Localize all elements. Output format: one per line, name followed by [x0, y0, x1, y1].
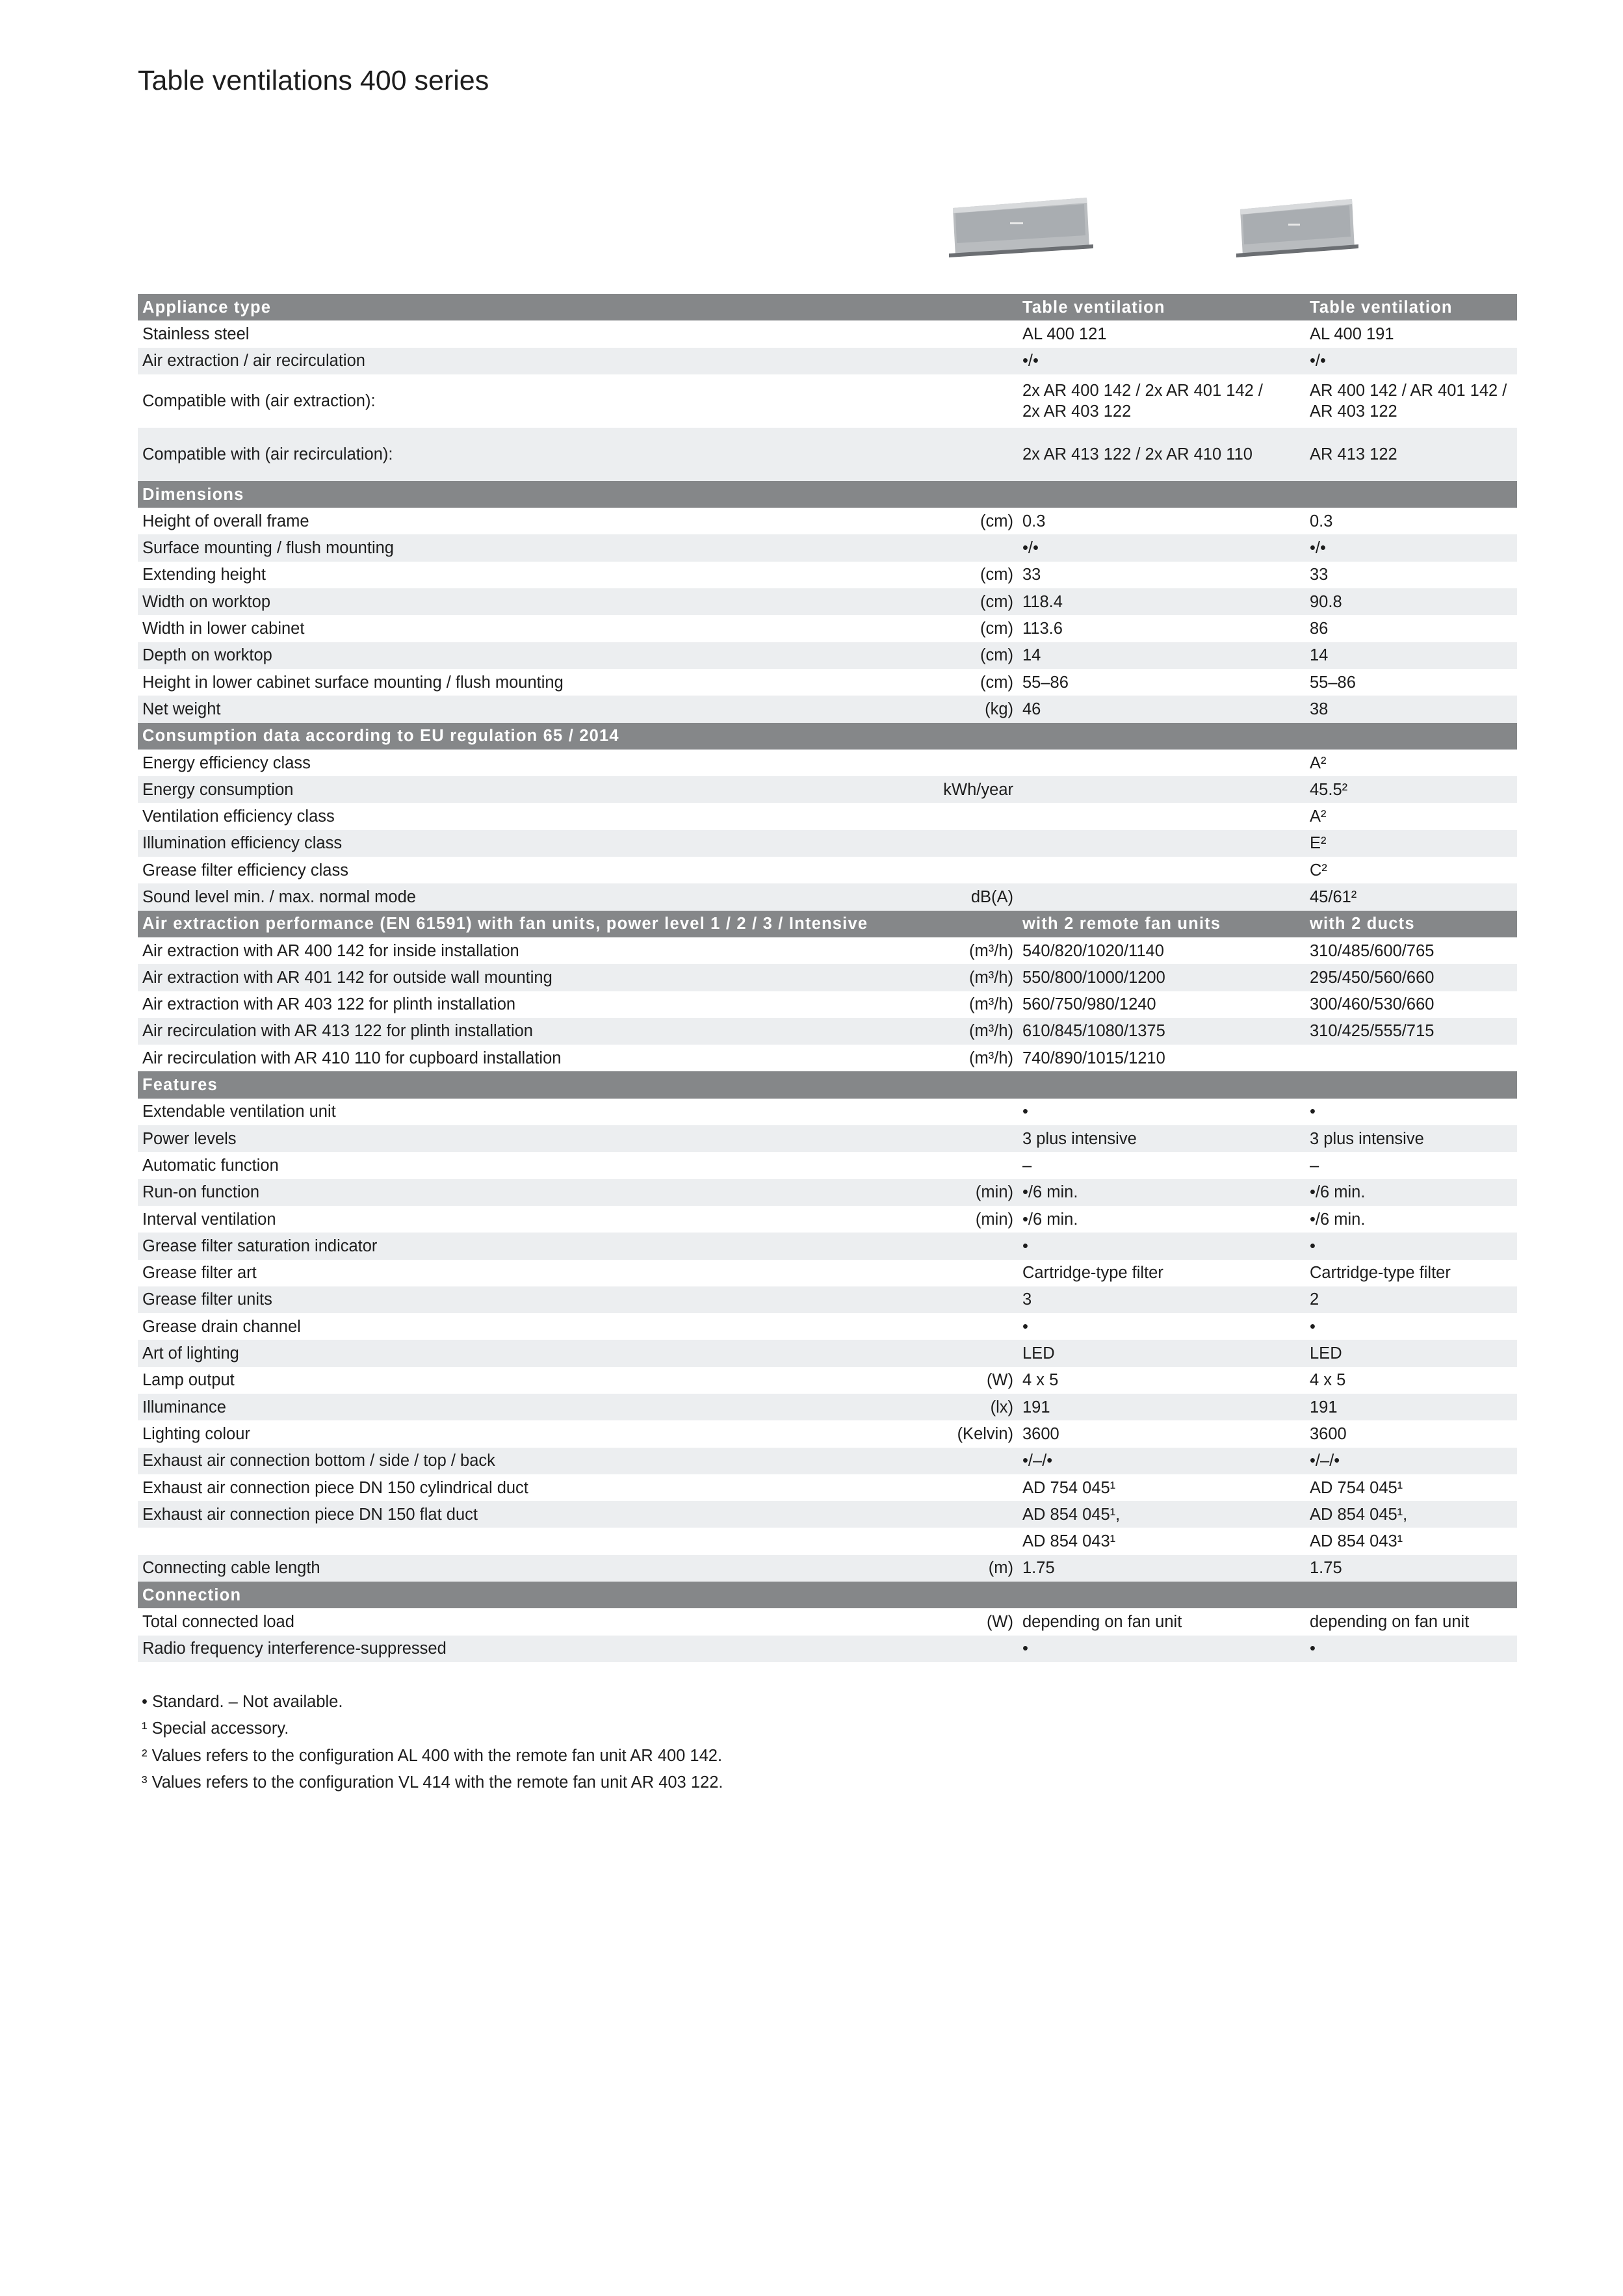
spec-value-2: 33: [1310, 566, 1329, 584]
spec-value-1: •/6 min.: [1020, 1179, 1308, 1206]
section-column-2-label: [1308, 1582, 1517, 1608]
spec-value-1: 610/845/1080/1375: [1020, 1018, 1308, 1045]
spec-value-1: •/•: [1020, 534, 1308, 561]
spec-value-2: AR 413 122: [1308, 428, 1517, 481]
section-column-1-label: Table ventilation: [1020, 294, 1308, 320]
spec-value-1: •/–/•: [1020, 1448, 1308, 1474]
spec-value-1: 740/890/1015/1210: [1022, 1049, 1165, 1067]
spec-unit: (lx): [871, 1394, 1020, 1420]
spec-value-1: 0.3: [1022, 512, 1046, 530]
spec-unit: [871, 1286, 1020, 1313]
spec-value-2: Cartridge-type filter: [1310, 1264, 1451, 1283]
spec-value-2: 45/61²: [1308, 883, 1517, 910]
page-title: Table ventilations 400 series: [138, 65, 489, 96]
section-column-1-label: [1020, 1582, 1308, 1608]
spec-row: [138, 428, 1517, 481]
spec-row: [138, 508, 1517, 534]
spec-value-2: •: [1308, 1233, 1517, 1259]
spec-unit: (m³/h): [871, 964, 1020, 991]
spec-unit: (m): [871, 1555, 1020, 1582]
spec-value-2: •/–/•: [1308, 1448, 1517, 1474]
spec-label: Exhaust air connection bottom / side / top / back: [138, 1448, 871, 1474]
spec-value-2: 14: [1308, 642, 1517, 669]
spec-label: Grease filter saturation indicator: [138, 1233, 871, 1259]
spec-unit: [871, 534, 1020, 561]
spec-label: Interval ventilation: [142, 1210, 276, 1229]
spec-value-2: 3 plus intensive: [1308, 1125, 1517, 1152]
spec-unit: (cm): [871, 588, 1020, 615]
spec-unit: [871, 1125, 1020, 1152]
spec-value-1: [1020, 750, 1308, 776]
spec-unit: [871, 1636, 1020, 1662]
spec-row: [138, 750, 1517, 776]
spec-unit: [871, 803, 1020, 829]
spec-label: Net weight: [138, 696, 871, 722]
spec-row: [138, 1340, 1517, 1366]
spec-value-1: •: [1020, 1233, 1308, 1259]
footnote: ² Values refers to the configuration AL 400 with the remote fan unit AR 400 142.: [142, 1746, 723, 1765]
spec-label: Sound level min. / max. normal mode: [138, 883, 871, 910]
spec-value-2: C²: [1310, 861, 1327, 880]
spec-label: Air extraction with AR 401 142 for outside wall mounting: [138, 964, 871, 991]
spec-row: [138, 1608, 1517, 1635]
spec-unit: (m³/h): [969, 941, 1013, 960]
spec-row: [138, 1367, 1517, 1394]
spec-value-2: 310/425/555/715: [1308, 1018, 1517, 1045]
spec-label: [138, 1528, 871, 1554]
spec-label: Lighting colour: [142, 1424, 250, 1443]
spec-value-1: depending on fan unit: [1022, 1613, 1182, 1631]
spec-value-2: 55–86: [1310, 673, 1356, 692]
spec-label: Air extraction / air recirculation: [138, 348, 871, 374]
spec-unit: (kg): [871, 696, 1020, 722]
spec-value-2: E²: [1308, 830, 1517, 857]
spec-unit: [871, 320, 1020, 347]
spec-value-1: –: [1022, 1156, 1032, 1175]
spec-value-1: 33: [1022, 566, 1041, 584]
spec-value-1: 118.4: [1020, 588, 1308, 615]
spec-row: [138, 696, 1517, 722]
spec-label: Compatible with (air extraction):: [142, 391, 376, 410]
spec-unit: [871, 428, 1020, 481]
spec-label: Compatible with (air recirculation):: [138, 428, 871, 481]
footnote: ¹ Special accessory.: [142, 1719, 289, 1738]
spec-label: Illumination efficiency class: [138, 830, 871, 857]
spec-row: [138, 642, 1517, 669]
spec-value-2: 45.5²: [1308, 776, 1517, 803]
spec-row: [138, 1528, 1517, 1554]
spec-row: [138, 1636, 1517, 1662]
spec-unit: dB(A): [871, 883, 1020, 910]
spec-value-1: LED: [1020, 1340, 1308, 1366]
spec-unit: [871, 1233, 1020, 1259]
section-column-1-label: [1020, 1071, 1308, 1098]
spec-label: Grease drain channel: [142, 1317, 301, 1336]
spec-value-2: A²: [1310, 807, 1327, 826]
spec-unit: (W): [986, 1613, 1013, 1631]
spec-value-line: AR 400 142 / AR 401 142 /: [1310, 381, 1507, 400]
spec-value-2: –: [1310, 1156, 1319, 1175]
spec-unit: (min): [871, 1179, 1020, 1206]
section-column-1-label: with 2 remote fan units: [1020, 911, 1308, 937]
spec-value-2: AD 854 043¹: [1310, 1532, 1403, 1551]
spec-label: Connecting cable length: [138, 1555, 871, 1582]
spec-value-1: [1020, 374, 1308, 428]
spec-value-2: A²: [1310, 753, 1327, 772]
spec-row: [138, 1448, 1517, 1474]
spec-value-2: 90.8: [1308, 588, 1517, 615]
spec-value-1: Cartridge-type filter: [1022, 1264, 1163, 1283]
spec-label: Height of overall frame: [142, 512, 309, 530]
spec-label: Energy efficiency class: [142, 753, 311, 772]
spec-value-2: 191: [1308, 1394, 1517, 1420]
spec-unit: (cm): [980, 620, 1013, 638]
spec-value-1: [1020, 830, 1308, 857]
product-image-al-400-191: [1228, 189, 1384, 267]
spec-unit: [871, 1528, 1020, 1554]
spec-row: [138, 562, 1517, 588]
section-header: [138, 1582, 1517, 1608]
spec-label: Air extraction with AR 400 142 for inside installation: [142, 941, 519, 960]
spec-value-2: [1308, 374, 1517, 428]
spec-row: [138, 1555, 1517, 1582]
spec-row: [138, 1099, 1517, 1125]
spec-unit: [871, 1340, 1020, 1366]
spec-label: Grease filter art: [142, 1264, 257, 1283]
spec-row: [138, 1501, 1517, 1528]
spec-label: Air extraction with AR 403 122 for plinth installation: [142, 995, 516, 1014]
spec-value-1: [1020, 776, 1308, 803]
spec-value-1: •: [1020, 1636, 1308, 1662]
section-column-2-label: [1308, 1071, 1517, 1098]
spec-value-2: •/6 min.: [1308, 1179, 1517, 1206]
spec-label: Height in lower cabinet surface mounting / flush mounting: [142, 673, 564, 692]
spec-label: Art of lighting: [138, 1340, 871, 1366]
spec-row: [138, 803, 1517, 829]
footnotes: [142, 1689, 723, 1796]
spec-value-line: 2x AR 403 122: [1022, 402, 1132, 421]
product-image-al-400-121: [942, 189, 1098, 267]
spec-value-2: 3600: [1310, 1424, 1347, 1443]
spec-value-2: 86: [1310, 620, 1329, 638]
spec-value-1: 550/800/1000/1200: [1020, 964, 1308, 991]
spec-row: [138, 1233, 1517, 1259]
spec-row: [138, 776, 1517, 803]
spec-row: [138, 857, 1517, 883]
spec-value-1: AL 400 121: [1022, 324, 1107, 343]
spec-row: [138, 669, 1517, 696]
spec-label: Grease filter efficiency class: [142, 861, 348, 880]
spec-label: Depth on worktop: [138, 642, 871, 669]
spec-row: [138, 348, 1517, 374]
spec-unit: kWh/year: [871, 776, 1020, 803]
footnote: ³ Values refers to the configuration VL 414 with the remote fan unit AR 403 122.: [142, 1773, 723, 1792]
spec-value-2: 1.75: [1308, 1555, 1517, 1582]
spec-value-1: •: [1022, 1317, 1028, 1336]
spec-row: [138, 1018, 1517, 1045]
spec-label: Extending height: [142, 566, 266, 584]
spec-row: [138, 588, 1517, 615]
spec-value-2: •: [1310, 1317, 1316, 1336]
spec-label: Power levels: [138, 1125, 871, 1152]
section-column-2-label: Table ventilation: [1308, 294, 1517, 320]
spec-unit: (Kelvin): [957, 1424, 1013, 1443]
spec-value-2: 2: [1308, 1286, 1517, 1313]
spec-value-1: 3600: [1022, 1424, 1059, 1443]
spec-value-1: 1.75: [1020, 1555, 1308, 1582]
spec-value-2: 4 x 5: [1310, 1371, 1346, 1390]
spec-value-1: 14: [1020, 642, 1308, 669]
spec-value-1: •/6 min.: [1022, 1210, 1078, 1229]
spec-value-1: 540/820/1020/1140: [1022, 941, 1164, 960]
spec-value-2: 0.3: [1310, 512, 1333, 530]
spec-value-line: AR 403 122: [1310, 402, 1397, 421]
spec-label: Total connected load: [142, 1613, 294, 1631]
spec-label: Automatic function: [142, 1156, 279, 1175]
spec-value-2: •/6 min.: [1310, 1210, 1366, 1229]
footnote: • Standard. – Not available.: [142, 1693, 343, 1711]
spec-value-1: 4 x 5: [1022, 1371, 1059, 1390]
spec-label: Air recirculation with AR 410 110 for cupboard installation: [142, 1049, 562, 1067]
spec-unit: [871, 830, 1020, 857]
spec-unit: (cm): [980, 566, 1013, 584]
spec-row: [138, 1286, 1517, 1313]
spec-value-2: AD 854 045¹,: [1308, 1501, 1517, 1528]
spec-unit: (W): [986, 1371, 1013, 1390]
spec-row: [138, 1179, 1517, 1206]
spec-unit: [871, 1474, 1020, 1501]
spec-label: Stainless steel: [142, 324, 250, 343]
section-column-1-label: [1020, 481, 1308, 508]
spec-value-1: 3 plus intensive: [1020, 1125, 1308, 1152]
spec-value-2: AL 400 191: [1310, 324, 1394, 343]
spec-row: [138, 1420, 1517, 1447]
section-column-1-label: [1020, 723, 1308, 750]
spec-row: [138, 534, 1517, 561]
spec-value-1: AD 854 043¹: [1022, 1532, 1116, 1551]
spec-row: [138, 615, 1517, 642]
spec-unit: [871, 1313, 1020, 1340]
spec-unit: [871, 1099, 1020, 1125]
spec-unit: [871, 1260, 1020, 1286]
spec-unit: (cm): [980, 673, 1013, 692]
spec-unit: [871, 857, 1020, 883]
spec-row: [138, 1394, 1517, 1420]
spec-value-1: 560/750/980/1240: [1022, 995, 1156, 1014]
spec-value-1: •/•: [1020, 348, 1308, 374]
spec-value-2: •: [1308, 1636, 1517, 1662]
spec-unit: (m³/h): [969, 1049, 1013, 1067]
spec-row: [138, 1260, 1517, 1286]
spec-unit: [871, 1448, 1020, 1474]
spec-value-1: [1020, 883, 1308, 910]
spec-value-2: •/•: [1308, 348, 1517, 374]
spec-label: Run-on function: [138, 1179, 871, 1206]
spec-value-2: 295/450/560/660: [1308, 964, 1517, 991]
spec-row: [138, 830, 1517, 857]
spec-unit: (cm): [871, 642, 1020, 669]
spec-value-2: LED: [1308, 1340, 1517, 1366]
spec-value-1: 2x AR 413 122 / 2x AR 410 110: [1020, 428, 1308, 481]
spec-label: Ventilation efficiency class: [142, 807, 335, 826]
spec-unit: (cm): [980, 512, 1013, 530]
section-title: Appliance type: [138, 294, 1020, 320]
spec-value-1: 55–86: [1022, 673, 1069, 692]
spec-value-1: 191: [1020, 1394, 1308, 1420]
spec-value-1: [1020, 857, 1308, 883]
section-title: Dimensions: [138, 481, 1020, 508]
section-header: [138, 723, 1517, 750]
spec-label: Lamp output: [142, 1371, 235, 1390]
spec-row: [138, 1474, 1517, 1501]
spec-unit: [871, 750, 1020, 776]
spec-label: Illuminance: [138, 1394, 871, 1420]
spec-label: Grease filter units: [138, 1286, 871, 1313]
spec-value-1: AD 754 045¹: [1022, 1478, 1116, 1497]
spec-label: Width in lower cabinet: [142, 620, 305, 638]
section-title: Connection: [138, 1582, 1020, 1608]
spec-value-2: •: [1310, 1102, 1316, 1121]
spec-value-line: 2x AR 400 142 / 2x AR 401 142 /: [1022, 381, 1264, 400]
section-column-2-label: [1308, 723, 1517, 750]
spec-value-1: 3: [1020, 1286, 1308, 1313]
spec-value-1: AD 854 045¹,: [1020, 1501, 1308, 1528]
section-column-2-label: [1308, 481, 1517, 508]
section-title: Consumption data according to EU regulation 65 / 2014: [138, 723, 1020, 750]
spec-row: [138, 991, 1517, 1018]
spec-row: [138, 1045, 1517, 1071]
spec-row: [138, 374, 1517, 428]
spec-row: [138, 320, 1517, 347]
spec-value-2: depending on fan unit: [1310, 1613, 1470, 1631]
spec-value-2: 300/460/530/660: [1310, 995, 1435, 1014]
section-header: [138, 294, 1517, 320]
spec-label: Exhaust air connection piece DN 150 flat duct: [138, 1501, 871, 1528]
spec-unit: (min): [975, 1210, 1013, 1229]
spec-row: [138, 883, 1517, 910]
spec-row: [138, 1313, 1517, 1340]
spec-unit: [871, 348, 1020, 374]
spec-value-2: 38: [1308, 696, 1517, 722]
spec-label: Extendable ventilation unit: [142, 1102, 336, 1121]
section-header: [138, 481, 1517, 508]
spec-label: Exhaust air connection piece DN 150 cylindrical duct: [142, 1478, 528, 1497]
spec-value-1: 113.6: [1022, 620, 1063, 638]
spec-label: Width on worktop: [138, 588, 871, 615]
spec-label: Radio frequency interference-suppressed: [138, 1636, 871, 1662]
spec-unit: (m³/h): [871, 1018, 1020, 1045]
section-header: [138, 1071, 1517, 1098]
spec-unit: [871, 374, 1020, 428]
spec-row: [138, 937, 1517, 964]
spec-value-1: •: [1022, 1102, 1028, 1121]
section-header: [138, 911, 1517, 937]
spec-value-2: •/•: [1308, 534, 1517, 561]
section-column-2-label: with 2 ducts: [1308, 911, 1517, 937]
spec-row: [138, 1206, 1517, 1233]
spec-unit: [871, 1152, 1020, 1179]
spec-label: Energy consumption: [138, 776, 871, 803]
section-title: Air extraction performance (EN 61591) with fan units, power level 1 / 2 / 3 / Intensive: [138, 911, 1020, 937]
section-title: Features: [138, 1071, 1020, 1098]
spec-row: [138, 1125, 1517, 1152]
spec-value-1: [1020, 803, 1308, 829]
spec-unit: [871, 1501, 1020, 1528]
spec-value-2: 310/485/600/765: [1310, 941, 1435, 960]
spec-value-2: [1308, 1045, 1517, 1071]
specification-table: [138, 294, 1517, 1662]
spec-row: [138, 1152, 1517, 1179]
spec-unit: (m³/h): [969, 995, 1013, 1014]
spec-value-1: 46: [1020, 696, 1308, 722]
spec-label: Surface mounting / flush mounting: [138, 534, 871, 561]
spec-row: [138, 964, 1517, 991]
spec-label: Air recirculation with AR 413 122 for plinth installation: [138, 1018, 871, 1045]
spec-value-2: AD 754 045¹: [1310, 1478, 1403, 1497]
